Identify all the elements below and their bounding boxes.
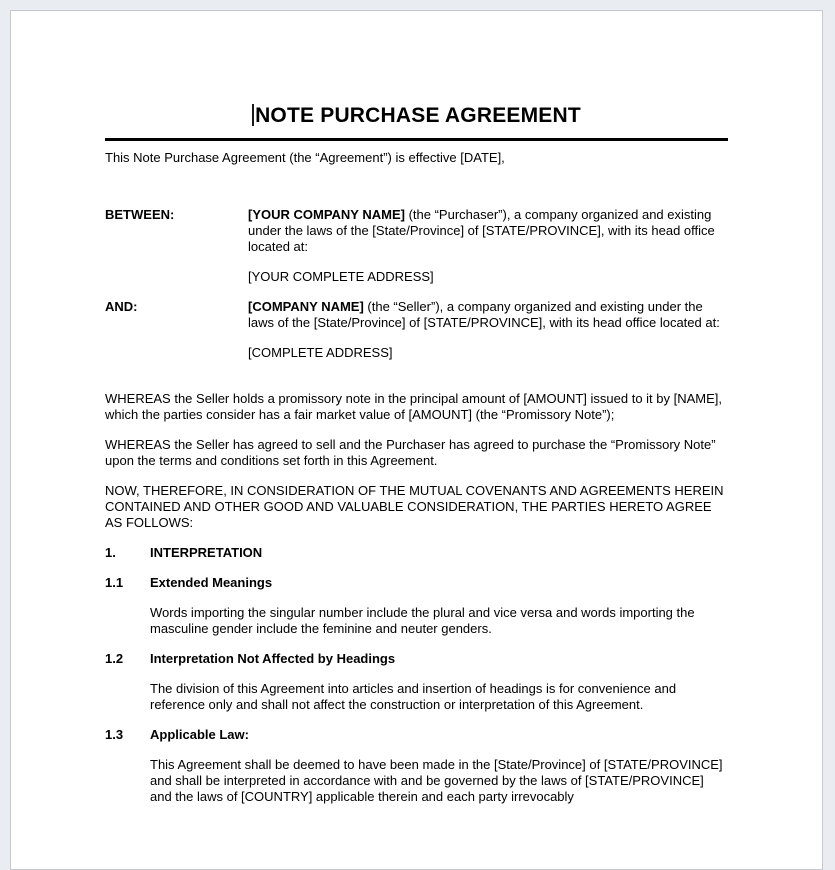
document-content <box>11 11 822 805</box>
section-body: Words importing the singular number include the plural and vice versa and words importing the masculine gender include the feminine and neuter genders. <box>150 605 695 636</box>
between-address: [YOUR COMPLETE ADDRESS] <box>248 269 434 284</box>
section-number: 1.2 <box>105 651 124 666</box>
between-party-text: (the “Purchaser”), a company organized and existing under the laws of the [State/Province] of [STATE/PROVINCE], with its head office located at: <box>248 207 715 254</box>
and-address-spacer <box>105 345 248 361</box>
between-label: BETWEEN: <box>105 207 175 222</box>
and-party-name: [COMPANY NAME] <box>248 299 364 314</box>
document-page[interactable] <box>10 10 823 870</box>
title-divider <box>105 138 728 141</box>
intro-paragraph: This Note Purchase Agreement (the “Agreement”) is effective [DATE], <box>105 150 505 165</box>
section-number: 1. <box>105 545 116 560</box>
recital-paragraph: NOW, THEREFORE, IN CONSIDERATION OF THE MUTUAL COVENANTS AND AGREEMENTS HEREIN CONTAINED AND OTHER GOOD AND VALUABLE CONSIDERATION, THE PARTIES HERETO AGREE AS FOLLOWS: <box>105 483 724 530</box>
section-heading <box>105 545 728 561</box>
recital-paragraph: WHEREAS the Seller holds a promissory note in the principal amount of [AMOUNT] issued to it by [NAME], which the parties consider has a fair market value of [AMOUNT] (the “Promissory Note”); <box>105 391 723 422</box>
section-number: 1.1 <box>105 575 124 590</box>
section-heading <box>105 575 728 591</box>
and-address-row <box>105 345 728 361</box>
text-cursor <box>252 104 254 126</box>
title-block <box>105 104 728 128</box>
recital-paragraph: WHEREAS the Seller has agreed to sell and the Purchaser has agreed to purchase the “Promissory Note” upon the terms and conditions set forth in this Agreement. <box>105 437 716 468</box>
between-row <box>105 207 728 255</box>
between-party-name: [YOUR COMPANY NAME] <box>248 207 405 222</box>
section-body: The division of this Agreement into articles and insertion of headings is for convenience and reference only and shall not affect the construction or interpretation of this Agreement. <box>150 681 677 712</box>
between-party-description <box>248 207 728 255</box>
section-title: Extended Meanings <box>150 575 273 590</box>
and-party-description <box>248 299 728 331</box>
and-party-text: (the “Seller”), a company organized and existing under the laws of the [State/Province] of [STATE/PROVINCE], with its head office located at: <box>248 299 720 330</box>
section-number: 1.3 <box>105 727 124 742</box>
section-heading <box>105 727 728 743</box>
between-address-spacer <box>105 269 248 285</box>
and-label: AND: <box>105 299 138 314</box>
section-heading <box>105 651 728 667</box>
between-address-row <box>105 269 728 285</box>
section-title: INTERPRETATION <box>150 545 263 560</box>
section-title: Interpretation Not Affected by Headings <box>150 651 396 666</box>
section-body: This Agreement shall be deemed to have been made in the [State/Province] of [STATE/PROVINCE] and shall be interpreted in accordance with and be governed by the laws of [STATE/PROVINCE] and the laws of [COUNTRY] applicable therein and each party irrevocably <box>150 757 723 804</box>
document-title: NOTE PURCHASE AGREEMENT <box>255 104 581 127</box>
section-title: Applicable Law: <box>150 727 249 742</box>
and-row <box>105 299 728 331</box>
and-address: [COMPLETE ADDRESS] <box>248 345 393 360</box>
